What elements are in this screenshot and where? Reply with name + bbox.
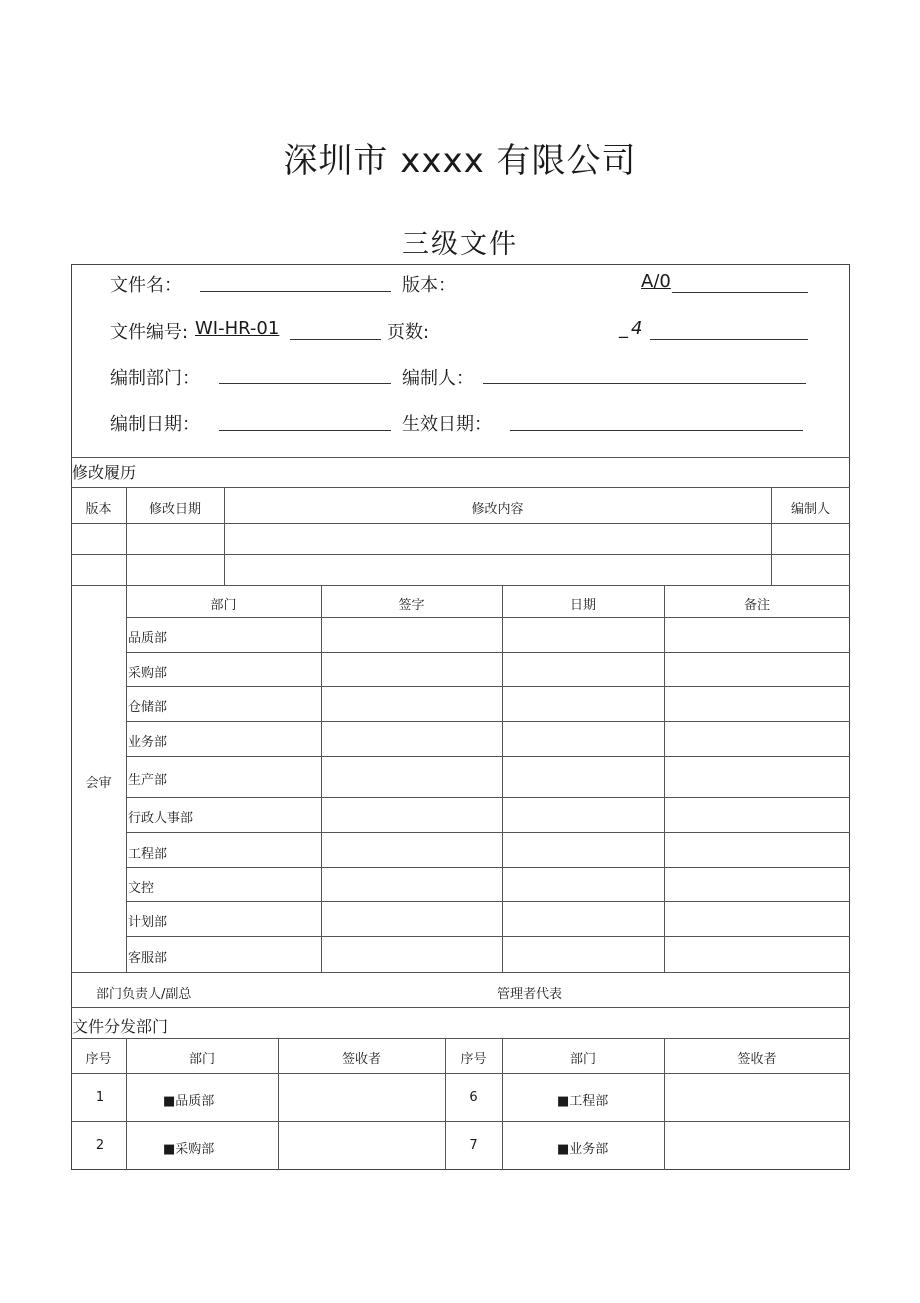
divider [126,867,850,868]
date-label: 编制日期： [110,414,200,435]
review-dept-planning: 计划部 [128,915,168,930]
divider [664,585,665,972]
revision-header-author: 编制人 [790,502,830,517]
dept-head-label: 部门负责人/副总 [96,987,192,1002]
page-count-field[interactable] [650,339,808,340]
dist-row-no: 1 [95,1090,105,1105]
dist-row-no: 6 [469,1090,478,1105]
divider [126,721,850,722]
divider [71,585,850,586]
review-header-remarks: 备注 [743,598,770,613]
dist-row-dept: ■业务部 [557,1142,609,1157]
page-count-label: 页数: [387,322,430,343]
file-number-label: 文件编号: [110,322,189,343]
review-header-signature: 签字 [398,598,425,613]
author-field[interactable] [483,383,806,384]
divider [502,585,503,972]
dist-row-dept: ■工程部 [557,1094,609,1109]
file-name-field[interactable] [200,291,391,292]
divider [126,756,850,757]
dist-header-no-right: 序号 [460,1052,487,1067]
date-field[interactable] [219,430,391,431]
review-dept-quality: 品质部 [128,631,168,646]
divider [126,832,850,833]
company-title: 深圳市 xxxx 有限公司 [283,141,637,181]
dist-header-no-left: 序号 [85,1052,112,1067]
review-dept-purchasing: 采购部 [128,666,168,681]
review-header-department: 部门 [210,598,237,613]
department-label: 编制部门： [110,368,200,389]
review-dept-warehouse: 仓储部 [128,700,168,715]
review-dept-engineering: 工程部 [128,847,168,862]
revision-header-date: 修改日期 [148,502,201,517]
divider [126,652,850,653]
divider [71,1007,850,1008]
author-label: 编制人： [402,368,474,389]
version-value: A/0 [641,271,671,292]
file-number-value: WI-HR-01 [195,318,280,339]
divider [126,585,127,972]
divider [321,585,322,972]
dist-header-dept-left: 部门 [188,1052,215,1067]
dist-row-dept: ■品质部 [163,1094,215,1109]
divider [71,457,850,458]
file-name-label: 文件名： [110,275,182,296]
divider [71,1073,850,1074]
divider [71,523,850,524]
revision-header-version: 版本 [85,502,112,517]
version-label: 版本： [402,275,456,296]
document-level-title: 三级文件 [402,229,518,260]
dist-header-dept-right: 部门 [569,1052,596,1067]
divider [126,797,850,798]
document-form-frame [71,264,850,1170]
divider [71,487,850,488]
revision-header-content: 修改内容 [471,502,524,517]
department-field[interactable] [219,383,391,384]
divider [126,936,850,937]
dist-row-no: 2 [95,1138,105,1153]
review-header-date: 日期 [569,598,596,613]
version-field[interactable] [672,292,808,293]
review-dept-customer-service: 客服部 [128,951,168,966]
divider [126,617,850,618]
distribution-section-title: 文件分发部门 [72,1017,169,1036]
review-dept-document-control: 文控 [128,881,155,896]
page-count-value: 4 [631,318,643,339]
review-dept-sales: 业务部 [128,735,168,750]
divider [126,686,850,687]
divider [126,901,850,902]
dist-row-dept: ■采购部 [163,1142,215,1157]
review-side-label: 会审 [85,776,112,791]
dist-row-no: 7 [469,1138,478,1153]
review-dept-admin-hr: 行政人事部 [128,811,194,826]
page-count-prefix: _ [619,318,628,339]
divider [71,1038,850,1039]
review-dept-production: 生产部 [128,773,168,788]
divider [71,972,850,973]
divider [71,554,850,555]
management-rep-label: 管理者代表 [497,987,563,1002]
file-number-field[interactable] [290,339,381,340]
revision-section-title: 修改履历 [72,463,137,482]
effective-date-field[interactable] [510,430,803,431]
dist-header-receiver-right: 签收者 [737,1052,777,1067]
effective-date-label: 生效日期： [402,414,492,435]
divider [71,1121,850,1122]
dist-header-receiver-left: 签收者 [341,1052,381,1067]
